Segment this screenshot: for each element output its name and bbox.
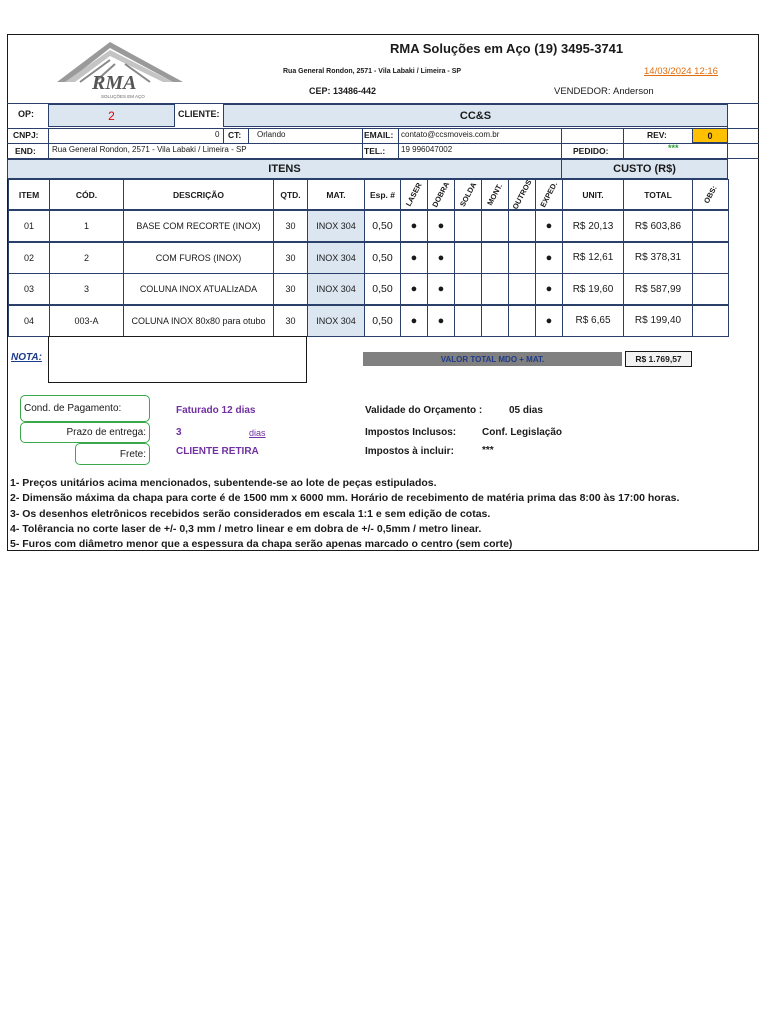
col-header-label: QTD. (280, 189, 301, 200)
cell-value: BASE COM RECORTE (INOX) (136, 221, 261, 231)
rev-value: 0 (692, 128, 728, 143)
tel-label: TEL.: (364, 146, 386, 156)
row-4-mont (481, 305, 509, 337)
col-header-descricao (123, 179, 274, 210)
company-title: RMA Soluções em Aço (19) 3495-3741 (390, 41, 624, 56)
row-1-outros (508, 210, 536, 242)
row-3-esp (364, 273, 401, 305)
row-2-exped (535, 242, 563, 274)
vendedor-label: VENDEDOR: (554, 86, 611, 97)
row-4-obs (692, 305, 729, 337)
valor-total-label: VALOR TOTAL MDO + MAT. (440, 354, 545, 364)
validade-value: 05 dias (509, 405, 543, 416)
col-header-label: CÓD. (75, 189, 98, 200)
pagamento-label-box: Cond. de Pagamento: (20, 395, 150, 422)
custo-section: CUSTO (R$) (561, 159, 728, 179)
row-2-qtd (273, 242, 308, 274)
frete-label-box: Frete: (75, 443, 150, 465)
row-2-total (623, 242, 693, 274)
rev-label: REV: (647, 130, 667, 140)
row-4-exped (535, 305, 563, 337)
row-3-mont (481, 273, 509, 305)
row-2-esp (364, 242, 401, 274)
email-value: contato@ccsmoveis.com.br (401, 130, 500, 139)
row-1-unit (562, 210, 624, 242)
col-header-laser (400, 179, 428, 210)
valor-total-bar (363, 352, 622, 366)
prazo-unit-link[interactable]: dias (249, 428, 266, 438)
row-3-qtd (273, 273, 308, 305)
row-3-laser (400, 273, 428, 305)
cell-value: ● (437, 314, 445, 327)
cell-value: 02 (23, 252, 34, 263)
note-1: 1- Preços unitários acima mencionados, subentende-se ao lote de peças estipulados. (10, 477, 437, 489)
ct-value: Orlando (257, 130, 286, 139)
cell-value: R$ 19,60 (572, 283, 614, 295)
cell-value: ● (437, 251, 445, 264)
row-2-unit (562, 242, 624, 274)
cell-value: R$ 199,40 (634, 315, 682, 326)
col-header-outros (508, 179, 536, 210)
cliente-value: CC&S (223, 104, 728, 127)
cell-value: 03 (23, 284, 34, 294)
cell-value: ● (410, 283, 418, 295)
quote-datetime: 14/03/2024 12:16 (644, 66, 718, 77)
col-header-label: MONT. (485, 182, 505, 207)
nota-label: NOTA: (11, 352, 42, 363)
row-2-outros (508, 242, 536, 274)
validade-label: Validade do Orçamento : (365, 405, 483, 416)
col-header-mat (307, 179, 365, 210)
row-1-qtd (273, 210, 308, 242)
pedido-value: *** (668, 143, 679, 153)
pagamento-value: Faturado 12 dias (176, 405, 256, 416)
cell-value: ● (545, 220, 553, 232)
row-4-unit (562, 305, 624, 337)
impostos-inclusos-value: Conf. Legislação (482, 427, 563, 438)
col-header-label: SOLDA (457, 180, 479, 209)
cell-value: INOX 304 (316, 221, 356, 231)
frete-value: CLIENTE RETIRA (176, 446, 259, 457)
col-header-label: OUTROS (510, 178, 534, 211)
row-1-mont (481, 210, 509, 242)
col-header-label: LASER (404, 181, 424, 208)
row-2-mont (481, 242, 509, 274)
end-value: Rua General Rondon, 2571 - Vila Labaki / Limeira - SP (52, 145, 247, 154)
cell-value: ● (437, 220, 445, 232)
col-header-item (8, 179, 50, 210)
cell-value: R$ 6,65 (575, 315, 611, 326)
col-header-label: DESCRIÇÃO (172, 189, 224, 200)
impostos-incluir-label: Impostos à incluir: (365, 446, 454, 457)
row-3-obs (692, 273, 729, 305)
cell-value: 0,50 (372, 251, 393, 264)
row-1-total (623, 210, 693, 242)
col-header-obs (692, 179, 729, 210)
ct-label: CT: (228, 130, 242, 140)
impostos-inclusos-label: Impostos Inclusos: (365, 427, 457, 438)
col-header-label: MAT. (326, 189, 346, 200)
cell-value: INOX 304 (316, 252, 356, 263)
prazo-value: 3 (176, 427, 182, 438)
prazo-label-box: Prazo de entrega: (20, 422, 150, 443)
row-3-mat (307, 273, 365, 305)
row-2-solda (454, 242, 482, 274)
row-2-obs (692, 242, 729, 274)
cell-value: 2 (83, 252, 89, 263)
row-4-cod (49, 305, 124, 337)
tel-value: 19 996047002 (401, 145, 453, 154)
row-2-cod (49, 242, 124, 274)
cell-value: ● (410, 220, 418, 232)
company-address: Rua General Rondon, 2571 - Vila Labaki / Limeira - SP (283, 68, 462, 75)
col-header-cod (49, 179, 124, 210)
col-header-label: TOTAL (644, 189, 672, 200)
row-1-solda (454, 210, 482, 242)
cell-value: 0,50 (372, 220, 393, 232)
note-4: 4- Tolêrancia no corte laser de +/- 0,3 mm / metro linear e em dobra de +/- 0,5mm / metro linear. (10, 523, 482, 535)
cell-value: 30 (285, 284, 296, 294)
row-3-solda (454, 273, 482, 305)
row-4-qtd (273, 305, 308, 337)
company-logo (55, 40, 185, 100)
col-header-label: DOBRA (430, 180, 452, 209)
cell-value: COLUNA INOX 80x80 para otubo (131, 315, 266, 326)
pedido-label: PEDIDO: (573, 146, 609, 156)
row-1-descricao (123, 210, 274, 242)
row-2-laser (400, 242, 428, 274)
cell-value: ● (410, 251, 418, 264)
note-3: 3- Os desenhos eletrônicos recebidos serão considerados em escala 1:1 e sem edição de cotas. (10, 508, 491, 520)
cell-value: R$ 12,61 (572, 252, 614, 263)
cell-value: 1 (83, 221, 89, 231)
cell-value: COM FUROS (INOX) (155, 252, 242, 263)
cell-value: R$ 378,31 (634, 252, 682, 263)
email-label: EMAIL: (364, 130, 394, 140)
col-header-unit (562, 179, 624, 210)
row-1-dobra (427, 210, 455, 242)
row-4-descricao (123, 305, 274, 337)
row-2-item (8, 242, 50, 274)
cell-value: 3 (83, 284, 89, 294)
cnpj-value: 0 (215, 130, 220, 139)
row-3-unit (562, 273, 624, 305)
itens-section: ITENS (7, 159, 562, 179)
row-4-solda (454, 305, 482, 337)
cell-value: INOX 304 (316, 284, 356, 294)
cell-value: R$ 603,86 (634, 220, 682, 232)
cell-value: 0,50 (372, 283, 393, 295)
cell-value: ● (545, 283, 553, 295)
cnpj-label: CNPJ: (13, 130, 39, 140)
impostos-incluir-value: *** (482, 445, 494, 456)
cell-value: ● (545, 251, 553, 264)
row-4-laser (400, 305, 428, 337)
row-3-cod (49, 273, 124, 305)
col-header-total (623, 179, 693, 210)
row-4-esp (364, 305, 401, 337)
cell-value: ● (410, 314, 418, 327)
cell-value: ● (545, 314, 553, 327)
cell-value: INOX 304 (316, 315, 356, 326)
row-1-cod (49, 210, 124, 242)
row-1-esp (364, 210, 401, 242)
note-2: 2- Dimensão máxima da chapa para corte é de 1500 mm x 6000 mm. Horário de recebimento de matéria prima das 8:00 às 17:00 horas. (10, 492, 680, 504)
cell-value: 003-A (74, 315, 99, 326)
col-header-esp (364, 179, 401, 210)
row-2-mat (307, 242, 365, 274)
cell-value: COLUNA INOX ATUALIzADA (139, 284, 258, 294)
row-3-total (623, 273, 693, 305)
nota-box (48, 336, 307, 383)
col-header-label: Esp. # (369, 189, 396, 200)
row-3-exped (535, 273, 563, 305)
note-5: 5- Furos com diâmetro menor que a espessura da chapa serão apenas marcado o centro (sem corte) (10, 538, 513, 550)
row-3-descricao (123, 273, 274, 305)
row-2-descricao (123, 242, 274, 274)
cell-value: 01 (23, 221, 34, 231)
logo-text: RMA (92, 72, 137, 94)
op-value: 2 (48, 104, 175, 127)
cell-value: 0,50 (372, 314, 393, 327)
company-cep: CEP: 13486-442 (309, 86, 377, 96)
cell-value: 30 (285, 315, 296, 326)
valor-total-value: R$ 1.769,57 (625, 351, 692, 367)
col-header-solda (454, 179, 482, 210)
col-header-qtd (273, 179, 308, 210)
row-3-outros (508, 273, 536, 305)
row-3-dobra (427, 273, 455, 305)
col-header-mont (481, 179, 509, 210)
row-3-item (8, 273, 50, 305)
col-header-label: EXPED. (538, 180, 560, 209)
cell-value: R$ 587,99 (634, 283, 682, 295)
row-4-outros (508, 305, 536, 337)
row-1-mat (307, 210, 365, 242)
row-1-obs (692, 210, 729, 242)
row-1-item (8, 210, 50, 242)
logo-subtitle: SOLUÇÕES EM AÇO (101, 94, 145, 99)
row-4-dobra (427, 305, 455, 337)
cell-value: 30 (285, 252, 296, 263)
row-1-exped (535, 210, 563, 242)
cliente-label: CLIENTE: (178, 109, 220, 119)
col-header-label: OBS: (702, 184, 719, 205)
col-header-exped (535, 179, 563, 210)
cell-value: 04 (23, 315, 34, 326)
row-4-mat (307, 305, 365, 337)
row-1-laser (400, 210, 428, 242)
row-4-total (623, 305, 693, 337)
cell-value: 30 (285, 221, 296, 231)
row-2-dobra (427, 242, 455, 274)
cell-value: R$ 20,13 (572, 220, 614, 232)
end-label: END: (15, 146, 36, 156)
row-4-item (8, 305, 50, 337)
vendedor-value: Anderson (613, 86, 654, 97)
col-header-label: UNIT. (582, 189, 604, 200)
op-label: OP: (18, 109, 35, 119)
col-header-dobra (427, 179, 455, 210)
cell-value: ● (437, 283, 445, 295)
col-header-label: ITEM (18, 189, 40, 200)
